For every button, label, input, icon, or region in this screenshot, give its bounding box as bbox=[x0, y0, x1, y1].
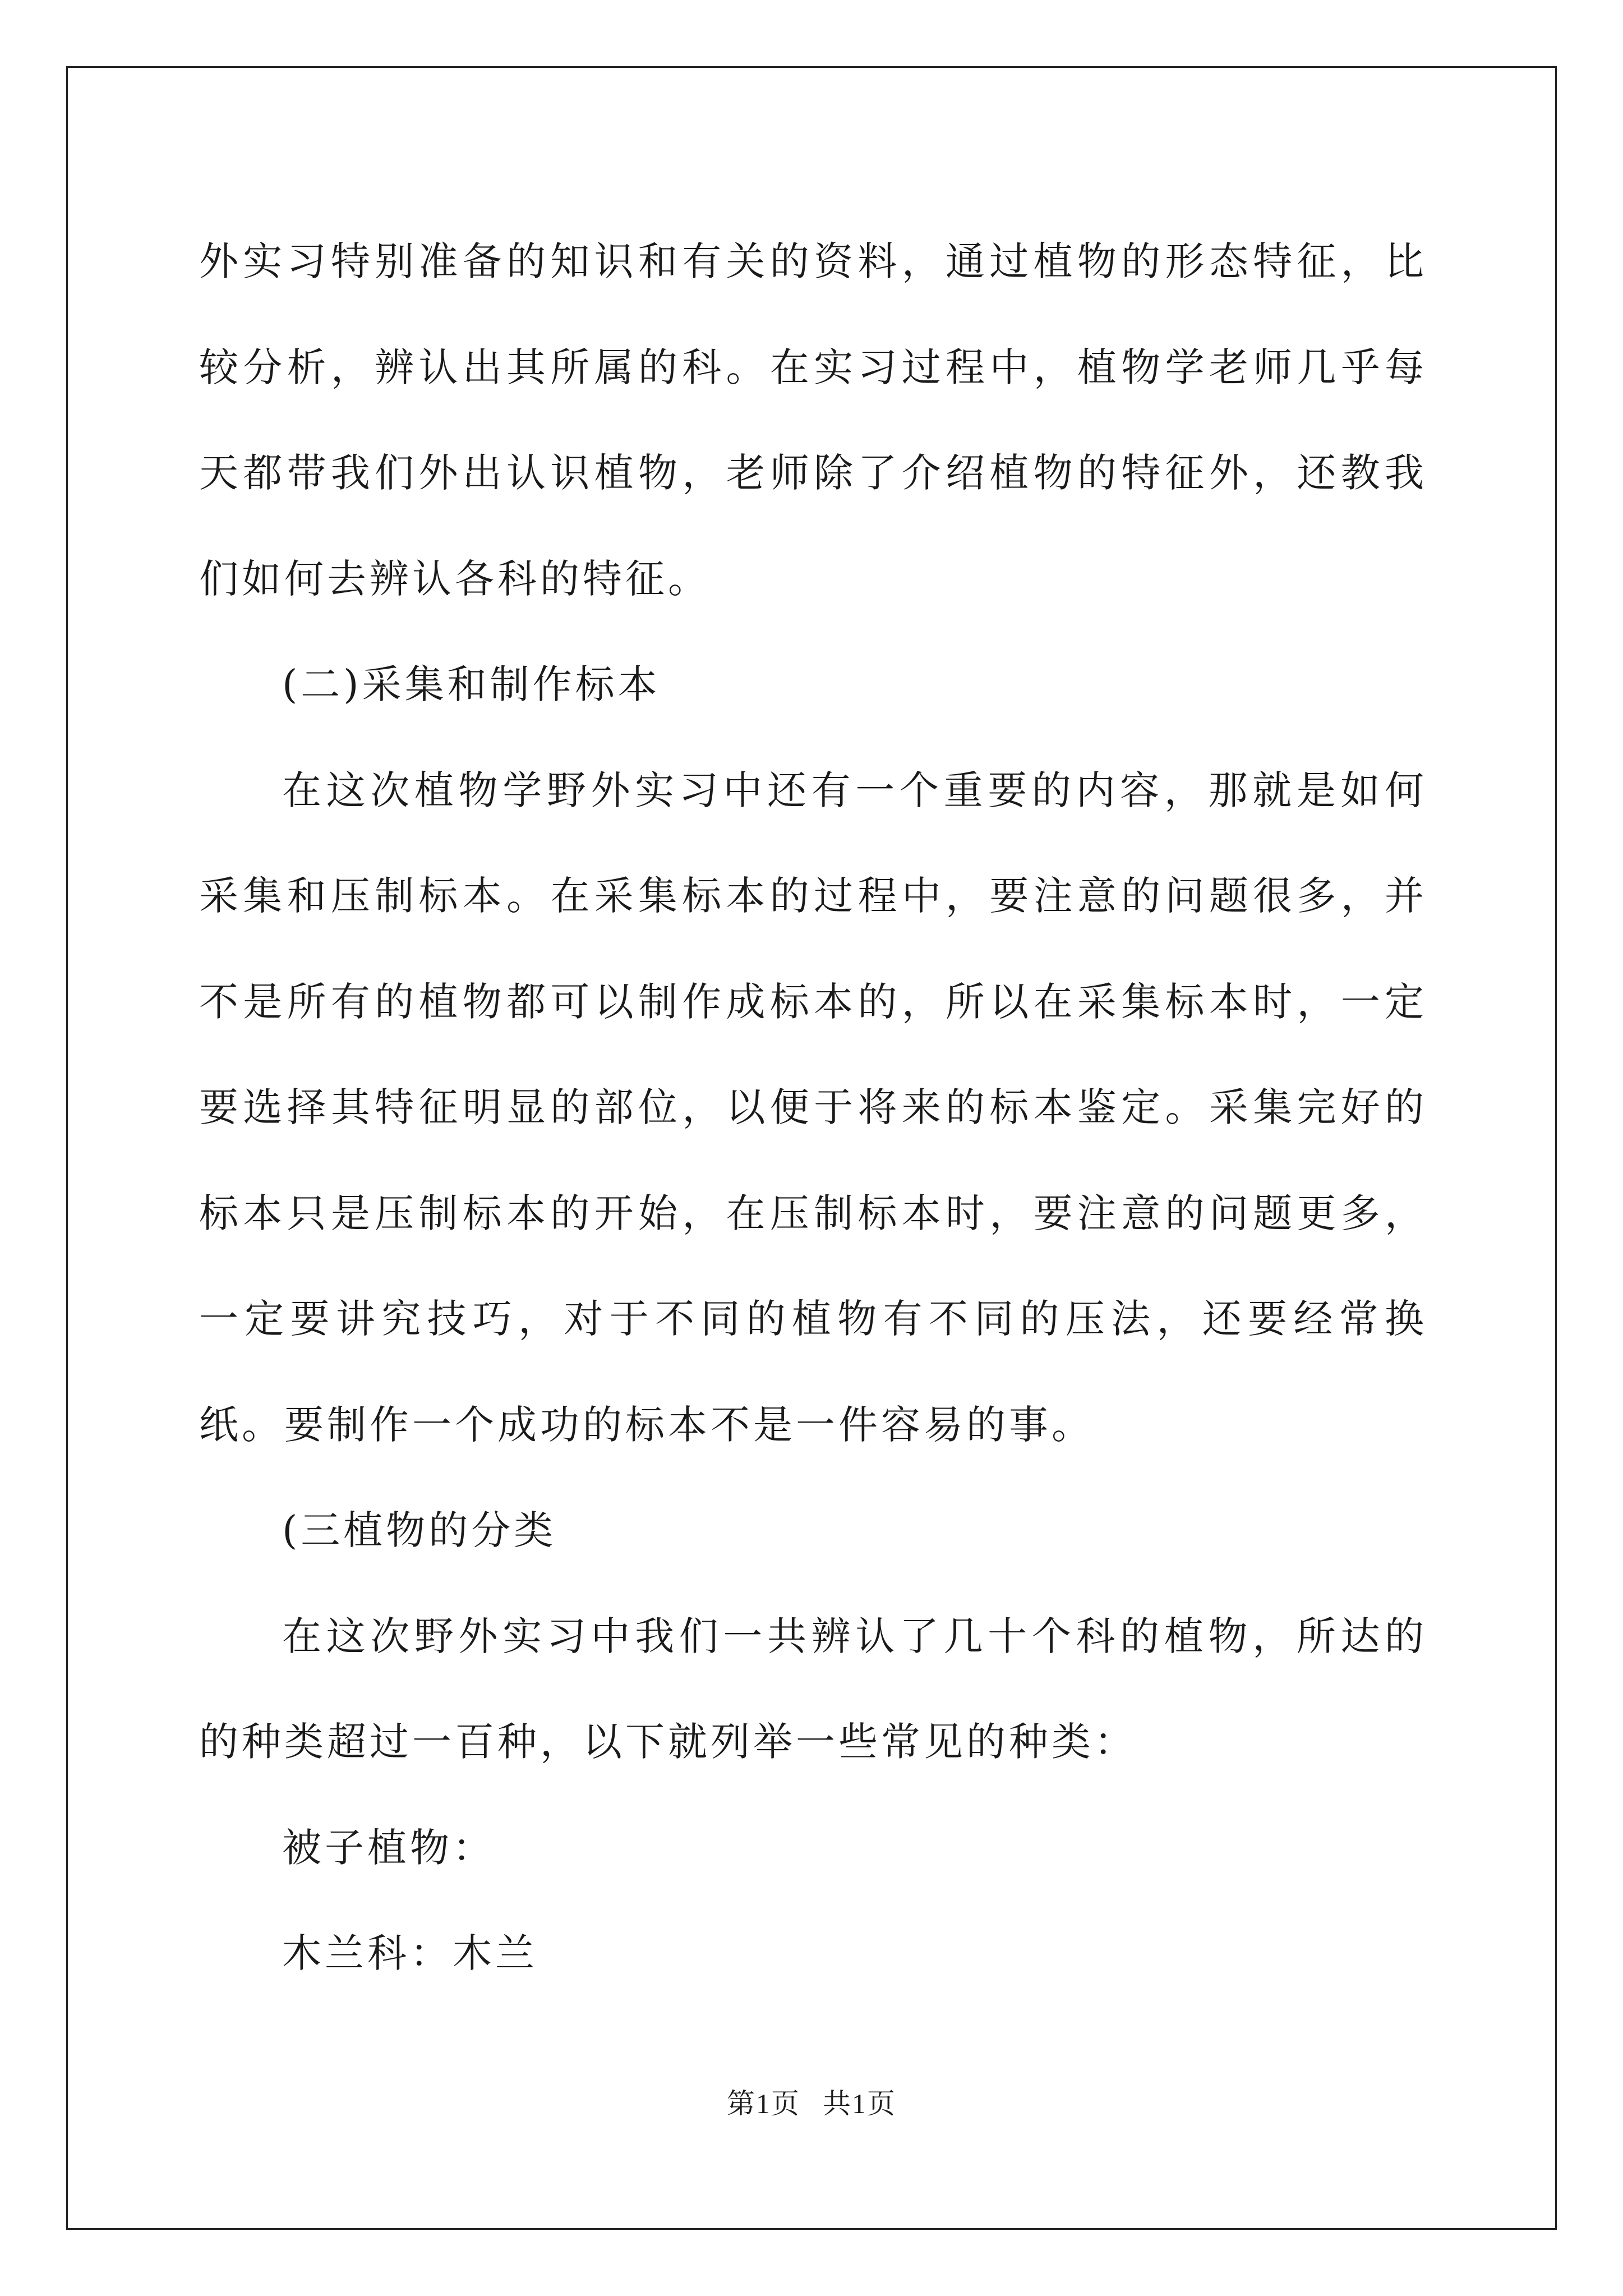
section-heading: (三植物的分类 bbox=[282, 1507, 557, 1553]
paragraph: 在这次野外实习中我们一共辨认了几十个科的植物，所达的的种类超过一百种，以下就列举一些常见的种类： bbox=[199, 1613, 1427, 1765]
page-total: 共1页 bbox=[823, 2088, 896, 2119]
paragraph: 在这次植物学野外实习中还有一个重要的内容，那就是如何采集和压制标本。在采集标本的过程中，要注意的问题很多，并不是所有的植物都可以制作成标本的，所以在采集标本时，一定要选择其特征明显的部位，以便于将来的标本鉴定。采集完好的标本只是压制标本的开始，在压制标本时，要注意的问题更多，一定要讲究技巧，对于不同的植物有不同的压法，还要经常换纸。要制作一个成功的标本不是一件容易的事。 bbox=[199, 767, 1427, 1448]
list-heading: 被子植物： bbox=[282, 1824, 495, 1871]
page-number: 第1页 bbox=[727, 2088, 800, 2119]
page-footer bbox=[0, 2087, 1623, 2120]
paragraph: 外实习特别准备的知识和有关的资料，通过植物的形态特征，比较分析，辨认出其所属的科。在实习过程中，植物学老师几乎每天都带我们外出认识植物，老师除了介绍植物的特征外，还教我们如何去辨认各科的特征。 bbox=[199, 238, 1427, 602]
document-body bbox=[199, 209, 1427, 2007]
section-heading: (二)采集和制作标本 bbox=[282, 661, 661, 707]
list-item: 木兰科：木兰 bbox=[282, 1930, 538, 1976]
